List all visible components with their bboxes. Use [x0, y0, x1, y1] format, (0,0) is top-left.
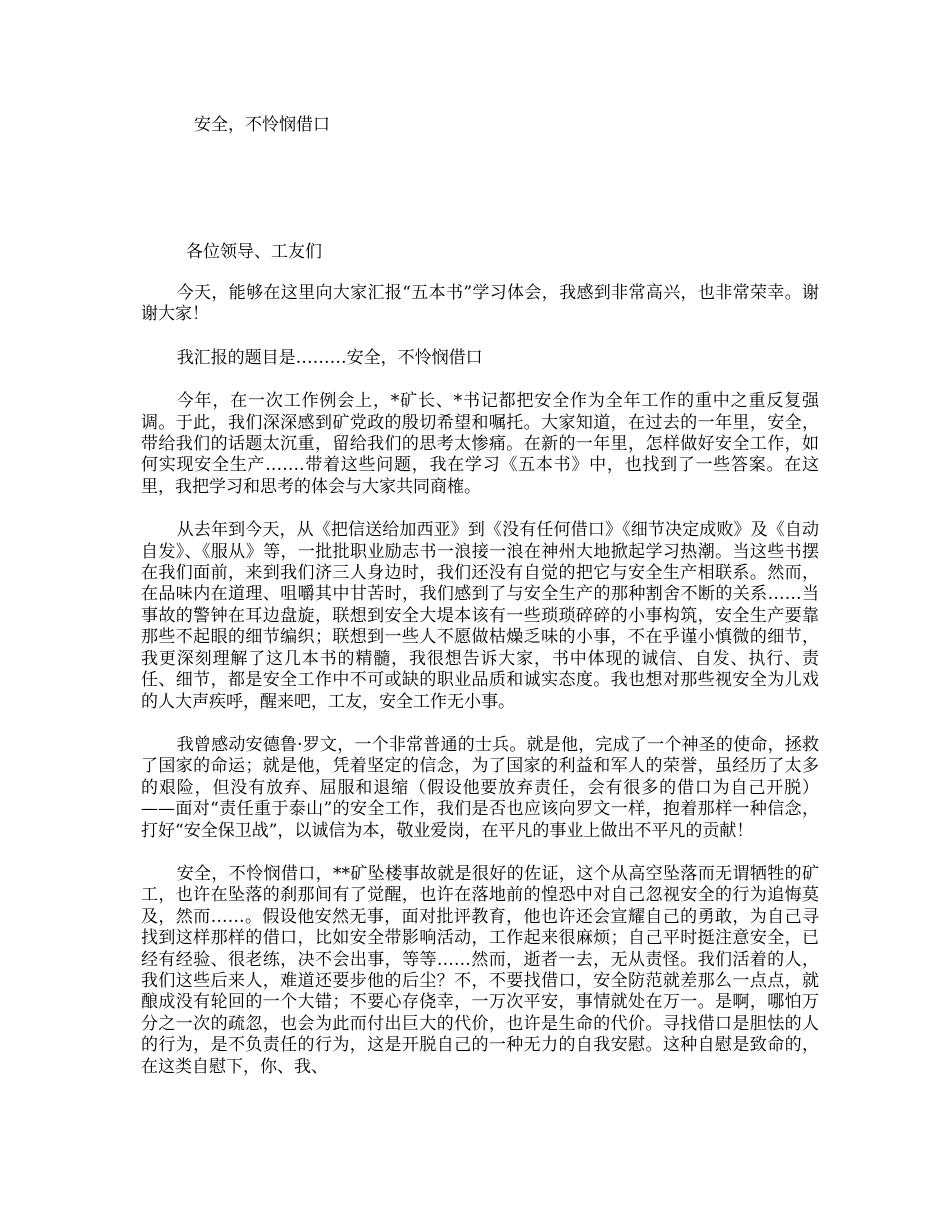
paragraph-rowan: 我曾感动安德鲁·罗文，一个非常普通的士兵。就是他，完成了一个神圣的使命，拯救了国家的命运；就是他，凭着坚定的信念，为了国家的利益和军人的荣誉，虽经历了太多的艰险，但没有放弃、屈服和退缩（假设他要放弃责任，会有很多的借口为自己开脱）——面对“责任重于泰山”的安全工作，我们是否也应该向罗文一样，抱着那样一种信念，打好“安全保卫战”，以诚信为本，敬业爱岗，在平凡的事业上做出不平凡的贡献！ [141, 734, 819, 841]
greeting-line: 各位领导、工友们 [186, 242, 322, 262]
paragraph-meeting: 今年，在一次工作例会上，*矿长、*书记都把安全作为全年工作的重中之重反复强调。于此，我们深深感到矿党政的殷切希望和嘱托。大家知道，在过去的一年里，安全，带给我们的话题太沉重，留给我们的思考太惨痛。在新的一年里，怎样做好安全工作，如何实现安全生产…….带着这些问题，我在学习《五本书》中，也找到了一些答案。在这里，我把学习和思考的体会与大家共同商榷。 [141, 391, 819, 497]
document-title: 安全，不怜悯借口 [194, 115, 330, 135]
paragraph-topic: 我汇报的题目是………安全，不怜悯借口 [176, 347, 483, 368]
paragraph-intro: 今天，能够在这里向大家汇报“五本书”学习体会，我感到非常高兴，也非常荣幸。谢谢大家！ [141, 283, 819, 325]
paragraph-books: 从去年到今天，从《把信送给加西亚》到《没有任何借口》《细节决定成败》及《自动自发》、《服从》等，一批批职业励志书一浪接一浪在神州大地掀起学习热潮。当这些书摆在我们面前，来到我们济三人身边时，我们还没有自觉的把它与安全生产相联系。然而，在品味内在道理、咀嚼其中甘苦时，我们感到了与安全生产的那种割舍不断的关系……当事故的警钟在耳边盘旋，联想到安全大堤本该有一些琐琐碎碎的小事构筑，安全生产要靠那些不起眼的细节编织；联想到一些人不愿做枯燥乏味的小事，不在乎谨小慎微的细节，我更深刻理解了这几本书的精髓，我很想告诉大家，书中体现的诚信、自发、执行、责任、细节，都是安全工作中不可或缺的职业品质和诚实态度。我也想对那些视安全为儿戏的人大声疾呼，醒来吧，工友，安全工作无小事。 [141, 520, 819, 712]
document-body [141, 283, 819, 1100]
paragraph-accident: 安全，不怜悯借口，**矿坠楼事故就是很好的佐证，这个从高空坠落而无谓牺牲的矿工，也许在坠落的刹那间有了觉醒，也许在落地前的惶恐中对自己忽视安全的行为追悔莫及，然而……。假设他安然无事，面对批评教育，他也许还会宣耀自己的勇敢，为自己寻找到这样那样的借口，比如安全带影响活动，工作起来很麻烦；自己平时挺注意安全，已经有经验、很老练，决不会出事，等等……然而，逝者一去，无从责怪。我们活着的人，我们这些后来人，难道还要步他的后尘？不，不要找借口，安全防范就差那么一点点，就酿成没有轮回的一个大错；不要心存侥幸，一万次平安，事情就处在万一。是啊，哪怕万分之一次的疏忽，也会为此而付出巨大的代价，也许是生命的代价。寻找借口是胆怯的人的行为，是不负责任的行为，这是开脱自己的一种无力的自我安慰。这种自慰是致命的，在这类自慰下，你、我、 [141, 863, 819, 1077]
